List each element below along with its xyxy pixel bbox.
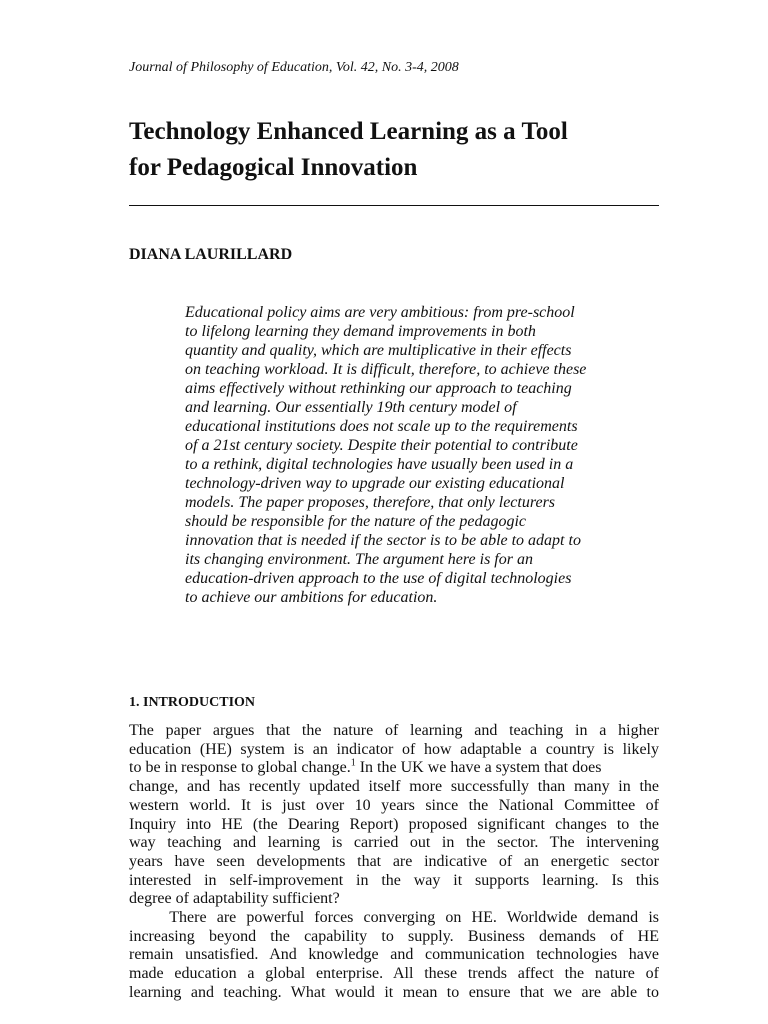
body-line: The paper argues that the nature of learning and teaching in a higher <box>129 722 659 739</box>
body-line: increasing beyond the capability to supply. Business demands of HE <box>129 927 659 945</box>
footnote-marker[interactable]: 1 <box>350 758 356 770</box>
abstract-line: to lifelong learning they demand improvements in both <box>185 323 536 340</box>
body-line: learning and teaching. What would it mean to ensure that we are able to <box>129 983 659 1001</box>
abstract-line: quantity and quality, which are multiplicative in their effects <box>185 342 572 359</box>
abstract-line: technology-driven way to upgrade our existing educational <box>185 475 565 492</box>
abstract-line: of a 21st century society. Despite their potential to contribute <box>185 437 578 454</box>
abstract-line: educational institutions does not scale up to the requirements <box>185 418 578 435</box>
body-line: way teaching and learning is carried out in the sector. The intervening <box>129 834 659 852</box>
author-name: DIANA LAURILLARD <box>129 246 293 263</box>
body-line: There are powerful forces converging on HE. Worldwide demand is <box>129 909 659 927</box>
abstract-line: innovation that is needed if the sector is to be able to adapt to <box>185 532 581 549</box>
abstract-line: its changing environment. The argument here is for an <box>185 551 533 568</box>
body-line: Inquiry into HE (the Dearing Report) proposed significant changes to the <box>129 815 659 833</box>
abstract <box>185 303 645 607</box>
body-text <box>129 722 659 1003</box>
title-line: Technology Enhanced Learning as a Tool <box>129 118 568 145</box>
abstract-line: aims effectively without rethinking our approach to teaching <box>185 380 572 397</box>
abstract-line: on teaching workload. It is difficult, therefore, to achieve these <box>185 361 587 378</box>
body-line: interested in self-improvement in the way it supports learning. Is this <box>129 871 659 889</box>
body-line: education (HE) system is an indicator of how adaptable a country is likely <box>129 740 659 758</box>
abstract-line: to achieve our ambitions for education. <box>185 589 438 606</box>
paper-title <box>129 114 669 186</box>
body-line: change, and has recently updated itself more successfully than many in the <box>129 778 659 796</box>
abstract-line: to a rethink, digital technologies have usually been used in a <box>185 456 574 473</box>
title-divider <box>129 205 659 206</box>
body-line <box>129 759 659 778</box>
section-heading: 1. INTRODUCTION <box>129 695 256 710</box>
abstract-line: education-driven approach to the use of digital technologies <box>185 570 572 587</box>
body-line-start: to be in response to global change. <box>129 759 351 777</box>
title-line: for Pedagogical Innovation <box>129 154 418 181</box>
body-line: remain unsatisfied. And knowledge and communication technologies have <box>129 946 659 964</box>
journal-citation: Journal of Philosophy of Education, Vol. 42, No. 3-4, 2008 <box>129 60 459 75</box>
abstract-line: Educational policy aims are very ambitious: from pre-school <box>185 304 575 321</box>
abstract-line: and learning. Our essentially 19th century model of <box>185 399 517 416</box>
abstract-line: models. The paper proposes, therefore, that only lecturers <box>185 494 556 511</box>
body-line: degree of adaptability sufficient? <box>129 890 340 908</box>
body-line-fragment <box>129 759 601 778</box>
abstract-line: should be responsible for the nature of the pedagogic <box>185 513 526 530</box>
body-line-end: In the UK we have a system that does <box>355 759 602 777</box>
body-line: western world. It is just over 10 years since the National Committee of <box>129 796 659 814</box>
body-line: made education a global enterprise. All these trends affect the nature of <box>129 965 659 983</box>
body-line: years have seen developments that are indicative of an energetic sector <box>129 852 659 870</box>
